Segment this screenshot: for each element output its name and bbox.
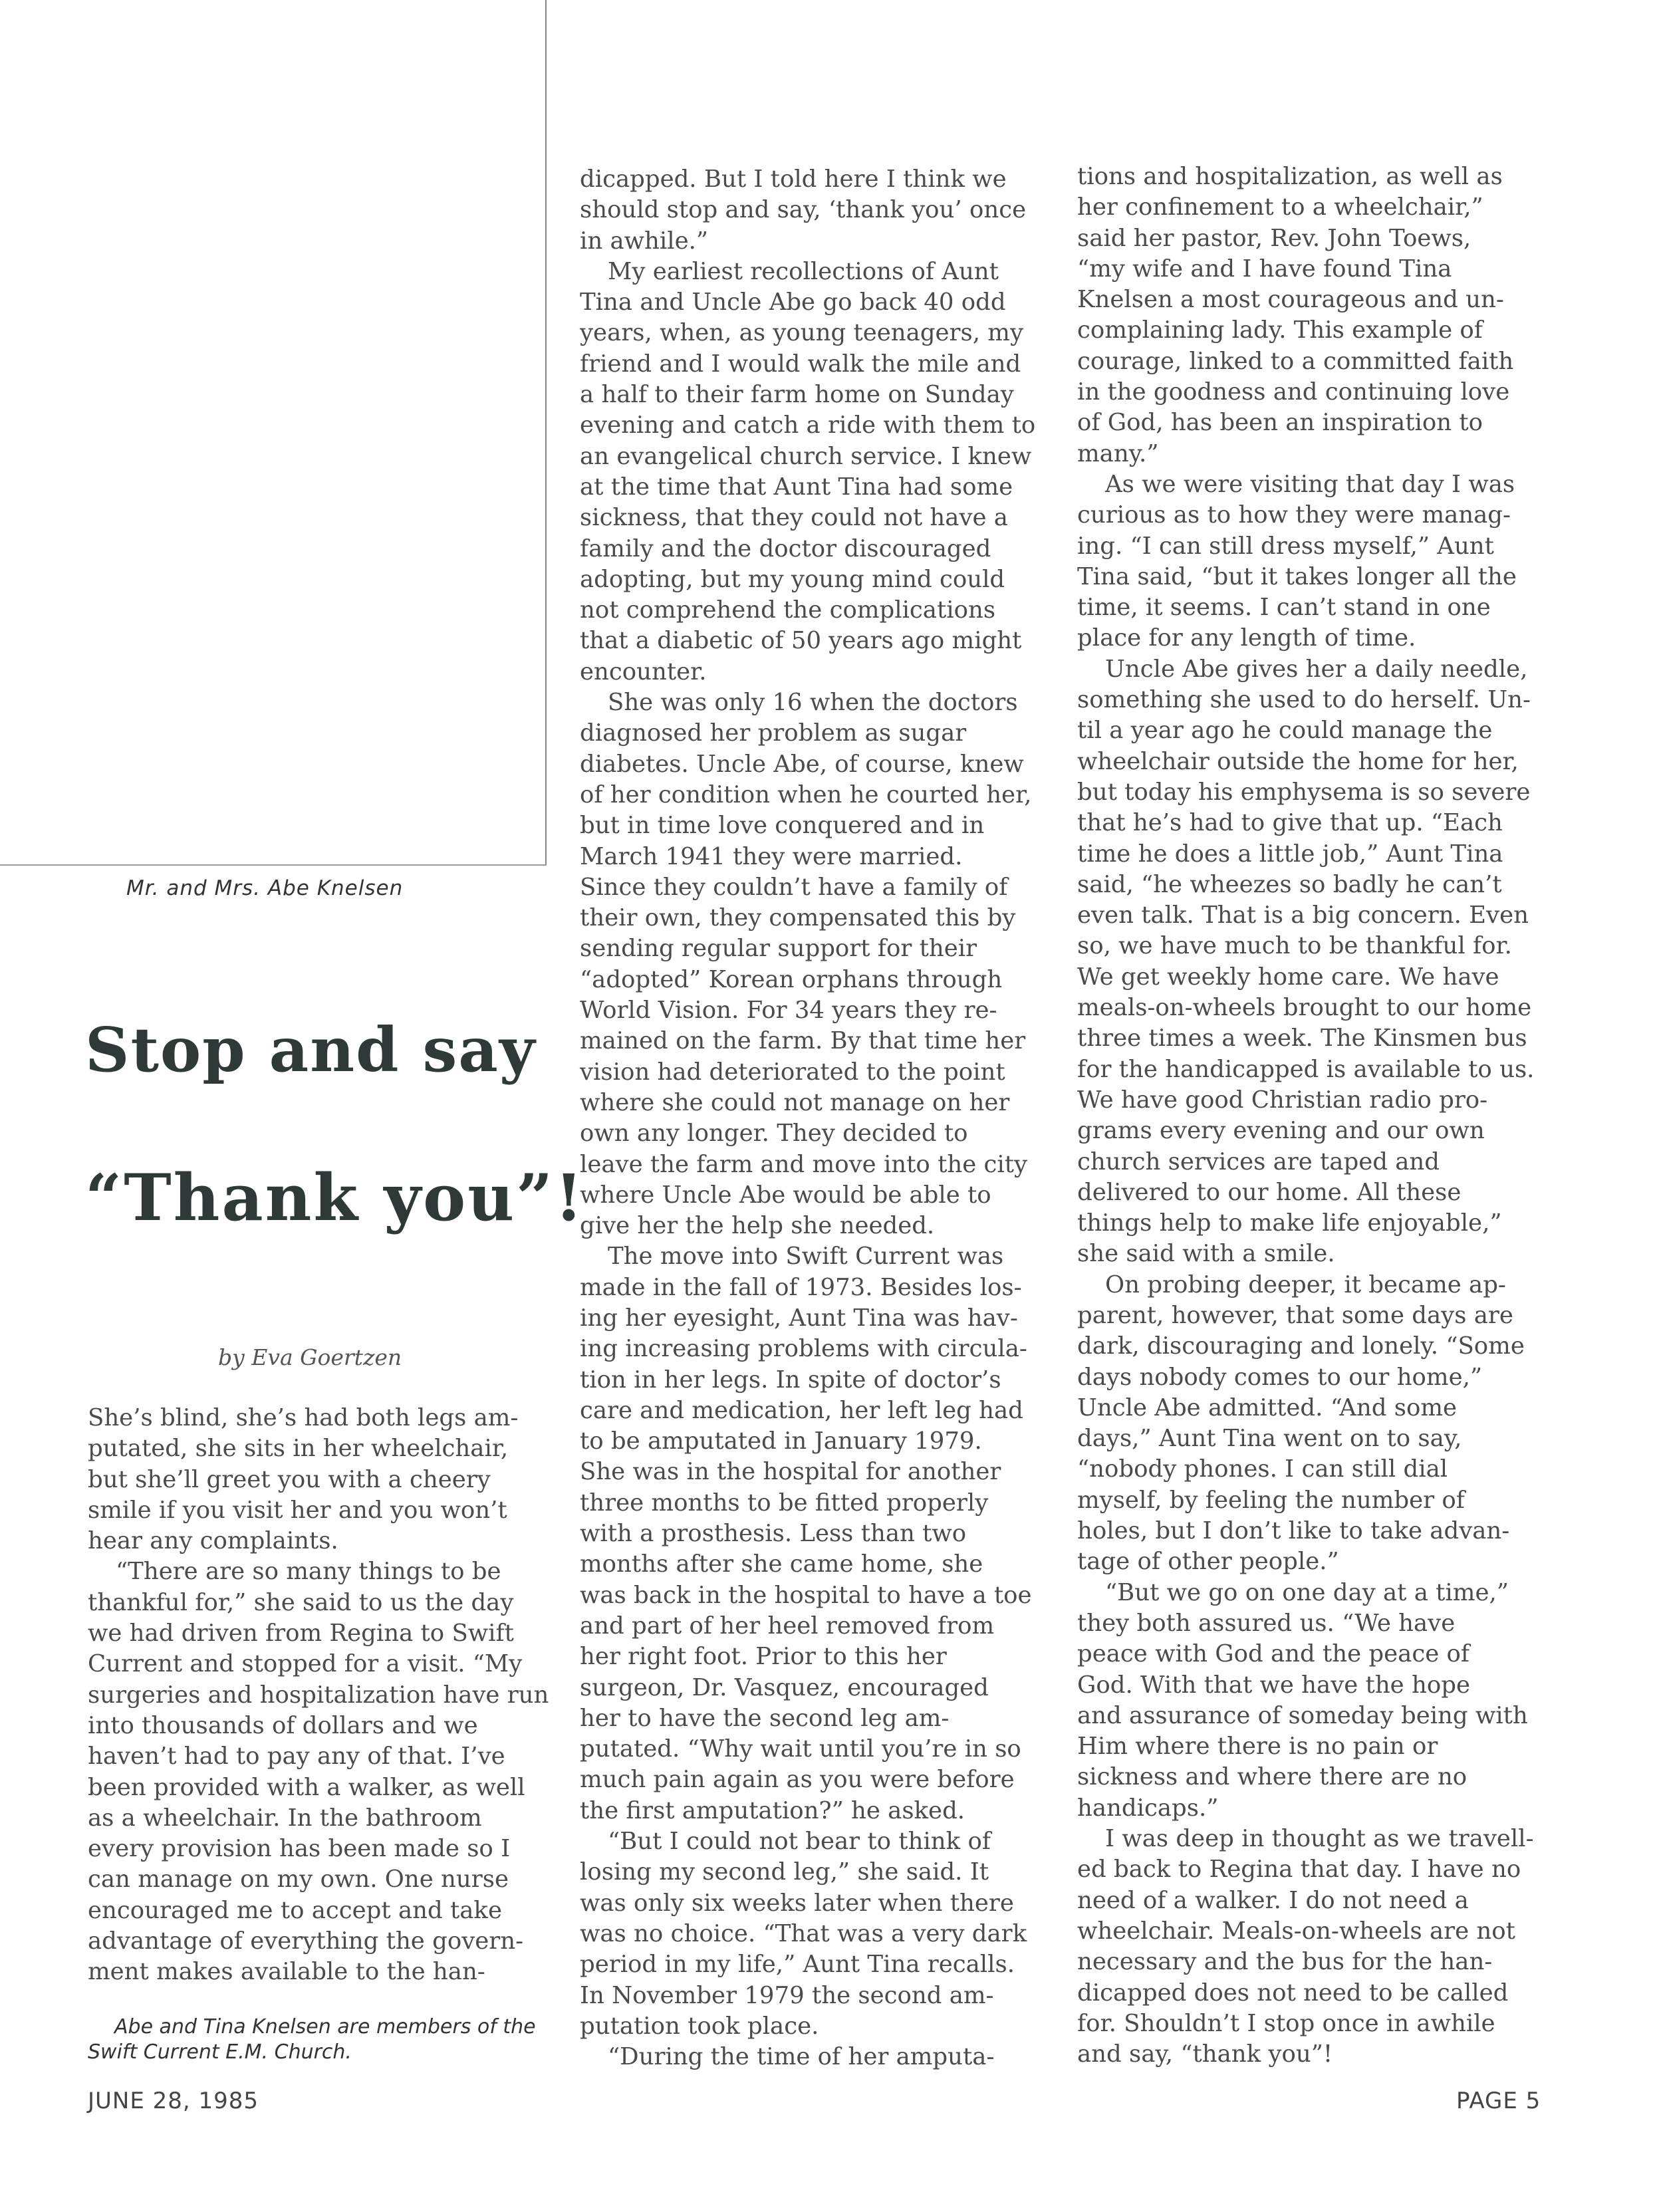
article-title-line-1: Stop and say: [85, 1014, 537, 1086]
page-number: PAGE 5: [1456, 2088, 1541, 2114]
article-column-1: [88, 1403, 553, 1988]
paragraph: “But I could not bear to think of losing my second leg,” she said. It was only six weeks later when there was no choice. “That was a very dark period in my life,” Aunt Tina recalls. In November 1979 the second am- putation took place.: [580, 1828, 1027, 2040]
paragraph: “But we go on one day at a time,” they both assured us. “We have peace with God and the peace of God. With that we have the hope and assurance of someday being with Him where there is no pain or sickness and where there are no handicaps.”: [1077, 1578, 1528, 1822]
paragraph: As we were visiting that day I was curious as to how they were manag- ing. “I can still dress myself,” Aunt Tina said, “but it takes longer all the time, it seems. I can’t stand in one place for any length of time.: [1077, 470, 1517, 652]
paragraph: “During the time of her amputa-: [608, 2043, 995, 2071]
article-column-2: [580, 164, 1059, 2072]
paragraph: dicapped. But I told here I think we should stop and say, ‘thank you’ once in awhile.”: [580, 166, 1027, 255]
paragraph: On probing deeper, it became ap- parent, however, that some days are dark, discouraging and lonely. “Some days nobody comes to our home,” Uncle Abe admitted. “And some days,” Aunt Tina went on to say, “nobody phones. I can still dial myself, by feeling the number of holes, but I don’t like to take advan- tage of other people.”: [1077, 1271, 1525, 1576]
paragraph: I was deep in thought as we travell- ed back to Regina that day. I have no need of a walker. I do not need a wheelchair. Meals-on-wheels are not necessary and the bus for the han- dicapped does not need to be called for. Shouldn’t I stop once in awhile and say, “thank you”!: [1077, 1825, 1534, 2068]
article-title-line-2: “Thank you”!: [85, 1160, 585, 1235]
issue-date: JUNE 28, 1985: [88, 2088, 259, 2114]
paragraph: Uncle Abe gives her a daily needle, something she used to do herself. Un- til a year ago he could manage the wheelchair outside the home for her, but today his emphysema is so severe that he’s had to give that up. “Each time he does a little job,” Aunt Tina said, “he wheezes so badly he can’t even talk. That is a big concern. Even so, we have much to be thankful for. We get weekly home care. We have meals-on-wheels brought to our home three times a week. The Kinsmen bus for the handicapped is available to us. We have good Christian radio pro- grams every evening and our own church services are taped and delivered to our home. All these things help to make life enjoyable,” she said with a smile.: [1077, 655, 1535, 1268]
author-footnote: Abe and Tina Knelsen are members of the Swift Current E.M. Church.: [88, 2015, 536, 2064]
paragraph: The move into Swift Current was made in the fall of 1973. Besides los- ing her eyesight, Aunt Tina was hav- ing increasing problems with circula- tion in her legs. In spite of doctor’s care and medication, her left leg had to be amputated in January 1979. She was in the hospital for another three months to be fitted properly with a prosthesis. Less than two months after she came home, she was back in the hospital to have a toe and part of her heel removed from her right foot. Prior to this her surgeon, Dr. Vasquez, encouraged her to have the second leg am- putated. “Why wait until you’re in so much pain again as you were before the first amputation?” he asked.: [580, 1243, 1032, 1824]
paragraph: She’s blind, she’s had both legs am- putated, she sits in her wheelchair, but she’ll greet you with a cheery smile if you visit her and you won’t hear any complaints.: [88, 1404, 519, 1555]
photo-placeholder: [0, 0, 547, 866]
paragraph: She was only 16 when the doctors diagnosed her problem as sugar diabetes. Uncle Abe, of course, knew of her condition when he courted her, but in time love conquered and in March 1941 they were married. Since they couldn’t have a family of their own, they compensated this by sending regular support for their “adopted” Korean orphans through World Vision. For 34 years they re- mained on the farm. By that time her vision had deteriorated to the point where she could not manage on her own any longer. They decided to leave the farm and move into the city where Uncle Abe would be able to give her the help she needed.: [580, 689, 1032, 1240]
article-column-3: [1077, 162, 1556, 2070]
photo-caption: Mr. and Mrs. Abe Knelsen: [126, 876, 404, 900]
paragraph: “There are so many things to be thankful for,” she said to us the day we had driven from Regina to Swift Current and stopped for a visit. “My surgeries and hospitalization have run into thousands of dollars and we haven’t had to pay any of that. I’ve been provided with a walker, as well as a wheelchair. In the bathroom every provision has been made so I can manage on my own. One nurse encouraged me to accept and take advantage of everything the govern- ment makes available to the han-: [88, 1558, 549, 1986]
paragraph: My earliest recollections of Aunt Tina and Uncle Abe go back 40 odd years, when, as young teenagers, my friend and I would walk the mile and a half to their farm home on Sunday evening and catch a ride with them to an evangelical church service. I knew at the time that Aunt Tina had some sickness, that they could not have a family and the doctor discouraged adopting, but my young mind could not comprehend the complications that a diabetic of 50 years ago might encounter.: [580, 257, 1036, 685]
byline: by Eva Goertzen: [218, 1344, 402, 1370]
paragraph: tions and hospitalization, as well as her confinement to a wheelchair,” said her pastor, Rev. John Toews, “my wife and I have found Tina Knelsen a most courageous and un- complaining lady. This example of courage, linked to a committed faith in the goodness and continuing love of God, has been an inspiration to many.”: [1077, 163, 1514, 467]
